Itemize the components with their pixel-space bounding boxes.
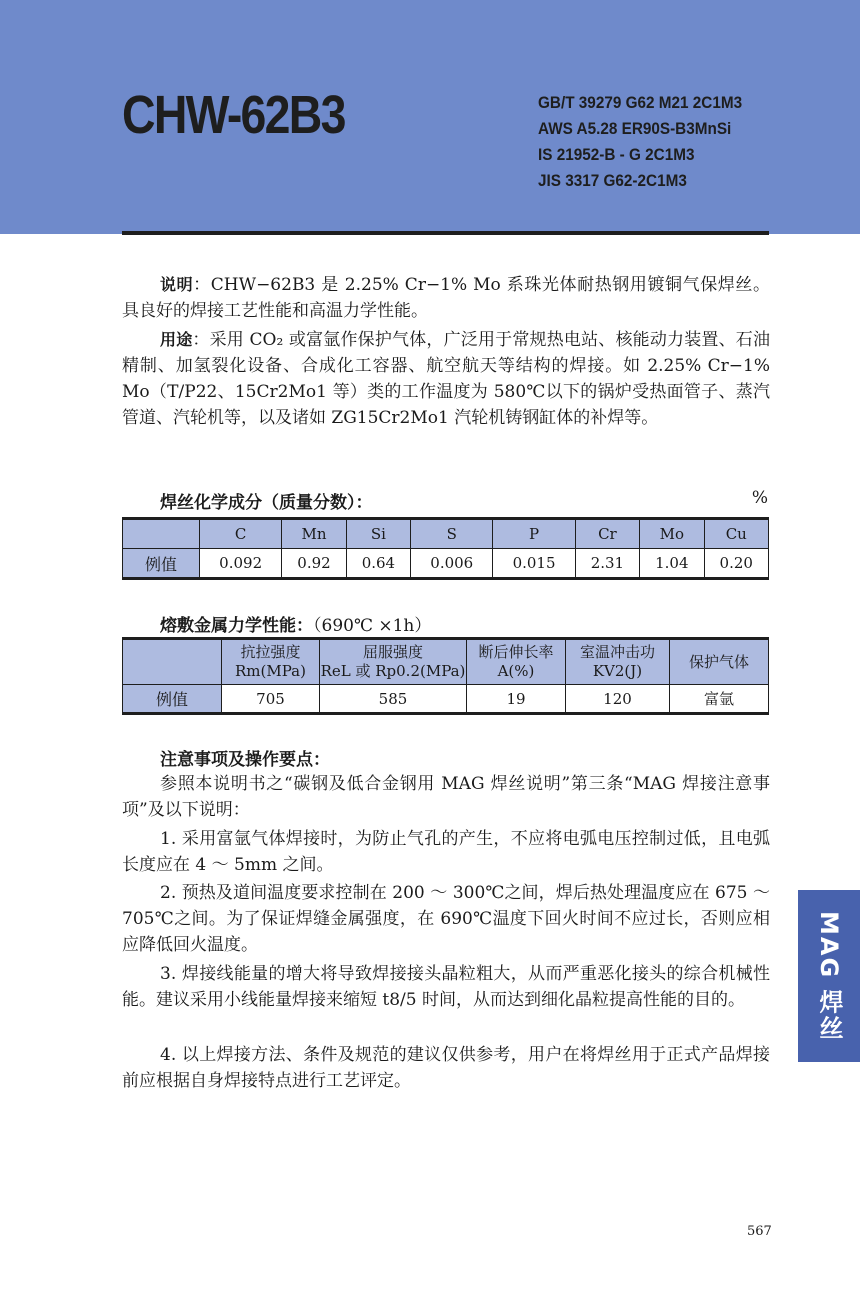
description-label: 说明: [160, 275, 194, 294]
mech-value-cell: 19: [467, 685, 566, 714]
mech-header-row: [123, 639, 769, 685]
standard-jis: JIS 3317 G62-2C1M3: [538, 171, 687, 190]
mech-header-cell: 断后伸长率 A(%): [467, 639, 566, 685]
chem-title: 焊丝化学成分（质量分数）：: [160, 493, 373, 513]
section-side-tab: MAG 焊丝: [798, 890, 860, 1062]
chem-header-cell: [123, 519, 200, 549]
chem-table: [122, 517, 769, 580]
notes-item: 3. 焊接线能量的增大将导致焊接接头晶粒粗大，从而严重恶化接头的综合机械性能。建议采用小线能量焊接来缩短 t8/5 时间，从而达到细化晶粒提高性能的目的。: [122, 964, 770, 1010]
standard-gb: GB/T 39279 G62 M21 2C1M3: [538, 93, 743, 112]
chem-value-cell: 1.04: [640, 549, 704, 579]
notes-item: 1. 采用富氩气体焊接时，为防止气孔的产生，不应将电弧电压控制过低，且电弧长度应在 4 ～ 5mm 之间。: [122, 829, 770, 875]
chem-value-cell: 0.092: [200, 549, 282, 579]
product-title: CHW-62B3: [122, 85, 345, 145]
chem-header-cell: Si: [346, 519, 410, 549]
notes-intro: 参照本说明书之“碳钢及低合金钢用 MAG 焊丝说明”第三条“MAG 焊接注意事项”及以下说明：: [122, 774, 770, 820]
usage-text: ：采用 CO₂ 或富氩作保护气体，广泛用于常规热电站、核能动力装置、石油精制、加氢裂化设备、合成化工容器、航空航天等结构的焊接。如 2.25% Cr−1% Mo（T/P22、15Cr2Mo1 等）类的工作温度为 580℃以下的锅炉受热面管子、蒸汽管道、汽轮机等，以及诸如 ZG15Cr2Mo1 汽轮机铸钢缸体的补焊等。: [122, 330, 770, 428]
mech-header-cell: 室温冲击功 KV2(J): [566, 639, 670, 685]
chem-value-row: [123, 549, 769, 579]
chem-header-cell: Cu: [704, 519, 768, 549]
standards-list: [538, 90, 765, 194]
mech-table: [122, 637, 769, 715]
chem-header-cell: C: [200, 519, 282, 549]
mech-header-cell: 抗拉强度 Rm(MPa): [222, 639, 320, 685]
chem-header-cell: S: [411, 519, 493, 549]
chem-value-cell: 0.006: [411, 549, 493, 579]
header-rule: [122, 231, 769, 235]
notes-item: 2. 预热及道间温度要求控制在 200 ～ 300℃之间，焊后热处理温度应在 675 ～ 705℃之间。为了保证焊缝金属强度，在 690℃温度下回火时间不应过长，否则应相应降低回火温度。: [122, 883, 770, 955]
notes-title: 注意事项及操作要点：: [160, 750, 330, 770]
standard-is: IS 21952-B - G 2C1M3: [538, 145, 695, 164]
chem-header-row: [123, 519, 769, 549]
usage-label: 用途: [160, 330, 193, 349]
chem-header-cell: Mo: [640, 519, 704, 549]
chem-value-cell: 2.31: [575, 549, 639, 579]
chem-value-cell: 0.64: [346, 549, 410, 579]
mech-value-row: [123, 685, 769, 714]
mech-header-cell: 屈服强度 ReL 或 Rp0.2(MPa): [320, 639, 467, 685]
chem-value-cell: 0.015: [493, 549, 575, 579]
chem-unit: %: [751, 488, 768, 508]
mech-header-cell: [123, 639, 222, 685]
notes-item: 4. 以上焊接方法、条件及规范的建议仅供参考，用户在将焊丝用于正式产品焊接前应根据自身焊接特点进行工艺评定。: [122, 1045, 770, 1091]
chem-header-cell: Mn: [282, 519, 346, 549]
chem-header-cell: P: [493, 519, 575, 549]
description-text: ：CHW−62B3 是 2.25% Cr−1% Mo 系珠光体耐热钢用镀铜气保焊丝。具良好的焊接工艺性能和高温力学性能。: [122, 275, 770, 321]
mech-condition: （690℃ ×1h）: [313, 616, 432, 636]
mech-value-cell: 富氩: [670, 685, 769, 714]
chem-value-cell: 0.92: [282, 549, 346, 579]
standard-aws: AWS A5.28 ER90S-B3MnSi: [538, 119, 732, 138]
chem-header-cell: Cr: [575, 519, 639, 549]
usage-paragraph: [122, 327, 770, 431]
chem-row-label: 例值: [123, 549, 200, 579]
mech-title: 熔敷金属力学性能：: [160, 616, 313, 636]
page-number: 567: [747, 1224, 772, 1239]
mech-value-cell: 705: [222, 685, 320, 714]
mech-row-label: 例值: [123, 685, 222, 714]
mech-header-cell: 保护气体: [670, 639, 769, 685]
mech-value-cell: 120: [566, 685, 670, 714]
chem-value-cell: 0.20: [704, 549, 768, 579]
description-paragraph: [122, 272, 770, 324]
mech-title-wrap: [160, 611, 431, 636]
mech-value-cell: 585: [320, 685, 467, 714]
